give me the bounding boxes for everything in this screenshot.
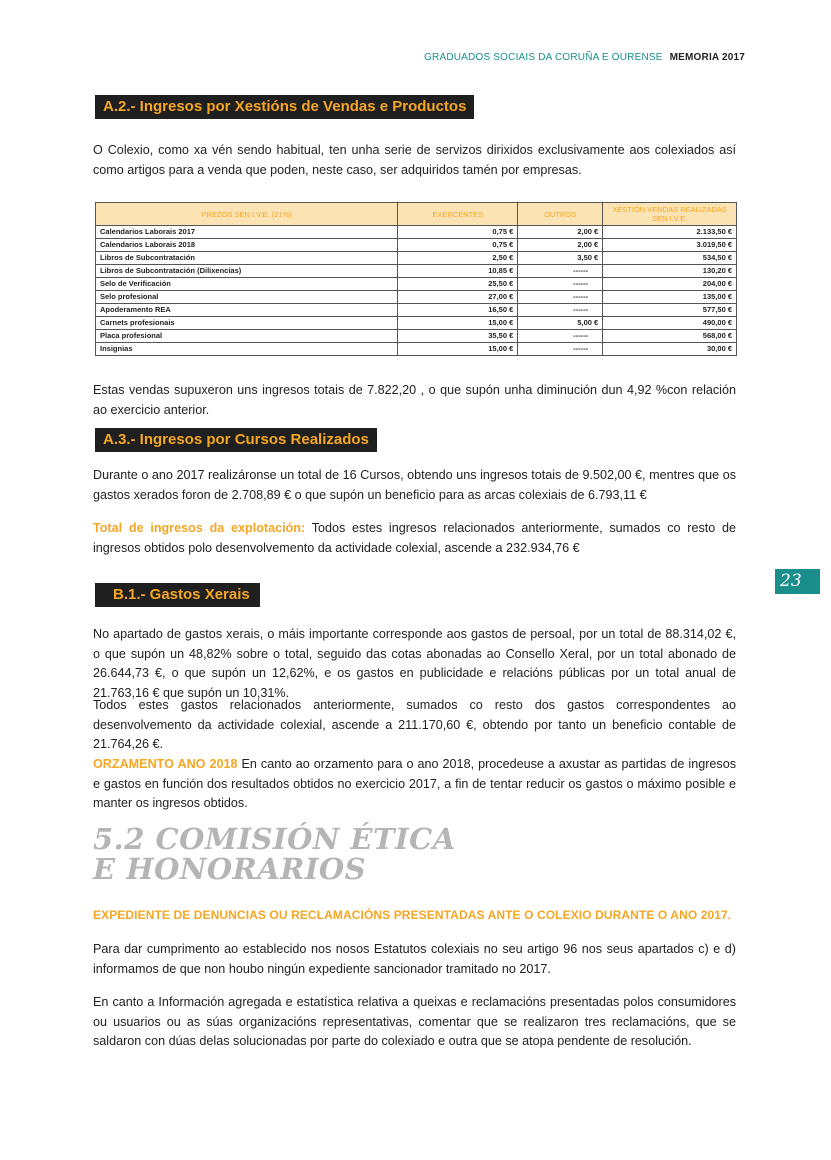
table-row <box>96 317 737 330</box>
table-cell: 15,00 € <box>398 343 518 356</box>
title-line-1: 5.2 COMISIÓN ÉTICA <box>93 822 456 856</box>
a3-text: Durante o ano 2017 realizáronse un total de 16 Cursos, obtendo uns ingresos totais de 9.502,00 €, mentres que os gastos xerados foron de 2.708,89 € o que supón un beneficio para as arcas colexiais de 6.793,11 € <box>93 468 736 502</box>
orzamento-label: ORZAMENTO ANO 2018 <box>93 757 238 771</box>
total-ingresos-label: Total de ingresos da explotación: <box>93 521 306 535</box>
table-header-cell: EXERCENTES <box>398 203 518 226</box>
table-cell: 2.133,50 € <box>603 226 737 239</box>
table-cell: Apoderamento REA <box>96 304 398 317</box>
table-row <box>96 330 737 343</box>
table-cell: Calendarios Laborais 2017 <box>96 226 398 239</box>
header-memoria: MEMORIA 2017 <box>669 52 745 63</box>
table-cell: 5,00 € <box>518 317 603 330</box>
table-cell: Libros de Subcontratación (Dilixencias) <box>96 265 398 278</box>
table-cell: 490,00 € <box>603 317 737 330</box>
table-header-cell: OUTROS <box>518 203 603 226</box>
table-cell: Libros de Subcontratación <box>96 252 398 265</box>
table-cell: 135,00 € <box>603 291 737 304</box>
table-cell: 0,75 € <box>398 226 518 239</box>
table-header-cell: PREZOS SEN I.V.E. (21%) <box>96 203 398 226</box>
table-cell: 568,00 € <box>603 330 737 343</box>
table-row <box>96 239 737 252</box>
table-row <box>96 291 737 304</box>
table-cell: 16,50 € <box>398 304 518 317</box>
table-cell: ------ <box>518 330 603 343</box>
table-cell: ------ <box>518 291 603 304</box>
table-cell: 577,50 € <box>603 304 737 317</box>
table-cell: 3,50 € <box>518 252 603 265</box>
page-number-tab: 23 <box>775 569 820 594</box>
section-5-2-title <box>93 824 456 884</box>
table-header-row <box>96 203 737 226</box>
table-cell: 2,00 € <box>518 239 603 252</box>
table-cell: Calendarios Laborais 2018 <box>96 239 398 252</box>
table-row <box>96 343 737 356</box>
table-cell: Selo de Verificación <box>96 278 398 291</box>
table-cell: 0,75 € <box>398 239 518 252</box>
table-cell: Selo profesional <box>96 291 398 304</box>
table-cell: 2,50 € <box>398 252 518 265</box>
table-cell: ------ <box>518 304 603 317</box>
table-cell: 15,00 € <box>398 317 518 330</box>
prices-table <box>95 202 737 356</box>
table-cell: 30,00 € <box>603 343 737 356</box>
total-ingresos-text: Todos estes ingresos relacionados anteriormente, sumados co resto de ingresos obtidos polo desenvolvemento da actividade colexial, ascende a 232.934,76 € <box>93 521 736 555</box>
expediente-subheading: EXPEDIENTE DE DENUNCIAS OU RECLAMACIÓNS PRESENTADAS ANTE O COLEXIO DURANTE O ANO 2017. <box>93 908 732 922</box>
table-cell: Insignias <box>96 343 398 356</box>
section-title-a2: A.2.- Ingresos por Xestións de Vendas e Productos <box>95 95 474 119</box>
table-cell: 130,20 € <box>603 265 737 278</box>
a2-summary: Estas vendas supuxeron uns ingresos totais de 7.822,20 , o que supón unha diminución dun 4,92 %con relación ao exercicio anterior. <box>93 383 736 417</box>
table-cell: Carnets profesionais <box>96 317 398 330</box>
b1-paragraph-2: Todos estes gastos relacionados anteriormente, sumados co resto dos gastos correspondentes ao desenvolvemento da actividade colexial, ascende a 211.170,60 €, obtendo por tanto un beneficio contable de 21.764,26 €. <box>93 698 736 751</box>
table-header-cell: XESTIÓN VENDAS REALIZADAS SEN I.V.E. <box>603 203 737 226</box>
table-cell: ------ <box>518 278 603 291</box>
table-cell: 27,00 € <box>398 291 518 304</box>
table-row <box>96 278 737 291</box>
s52-paragraph-2: En canto a Información agregada e estatística relativa a queixas e reclamacións presentadas polos consumidores ou usuarios ou as súas organizacións representativas, comentar que se realizaron tres reclamacións, que se saldaron con dúas delas solucionadas por parte do colexiado e outra que se atopa pendente de resolución. <box>93 995 736 1048</box>
s52-paragraph-1: Para dar cumprimento ao establecido nos nosos Estatutos colexiais no seu artigo 96 nos seus apartados c) e d) informamos de que non houbo ningún expediente sancionador tramitado no 2017. <box>93 942 736 976</box>
table-row <box>96 252 737 265</box>
title-line-2: E HONORARIOS <box>93 852 367 886</box>
header-org: GRADUADOS SOCIAIS DA CORUÑA E OURENSE <box>424 52 663 63</box>
a3-total-paragraph <box>93 519 736 558</box>
page-header <box>0 52 745 63</box>
table-row <box>96 226 737 239</box>
table-cell: 204,00 € <box>603 278 737 291</box>
table-row <box>96 304 737 317</box>
table-cell: 25,50 € <box>398 278 518 291</box>
orzamento-text: En canto ao orzamento para o ano 2018, procedeuse a axustar as partidas de ingresos e gastos en función dos resultados obtidos no exercicio 2017, a fin de tentar reducir os gastos o máximo posible e manter os ingresos obtidos. <box>93 757 736 810</box>
table-row <box>96 265 737 278</box>
section-title-a3: A.3.- Ingresos por Cursos Realizados <box>95 428 377 452</box>
b1-budget-paragraph <box>93 755 736 814</box>
a2-intro: O Colexio, como xa vén sendo habitual, ten unha serie de servizos dirixidos exclusivamente aos colexiados así como artigos para a venda que poden, neste caso, ser adquiridos tamén por empresas. <box>93 143 736 177</box>
table-cell: Placa profesional <box>96 330 398 343</box>
table-cell: ------ <box>518 265 603 278</box>
table-cell: 10,85 € <box>398 265 518 278</box>
table-cell: 35,50 € <box>398 330 518 343</box>
section-title-b1: B.1.- Gastos Xerais <box>95 583 260 607</box>
table-cell: ------ <box>518 343 603 356</box>
table-cell: 534,50 € <box>603 252 737 265</box>
table-cell: 3.019,50 € <box>603 239 737 252</box>
table-cell: 2,00 € <box>518 226 603 239</box>
b1-paragraph-1: No apartado de gastos xerais, o máis importante corresponde aos gastos de persoal, por un total de 88.314,02 €, o que supón un 48,82% sobre o total, seguido das cotas abonadas ao Consello Xeral, por un total abonado de 26.644,73 €, o que supón un 12,62%, e os gastos en publicidade e relacións públicas por un total anual de 21.763,16 € que supón un 10,31%. <box>93 627 736 700</box>
